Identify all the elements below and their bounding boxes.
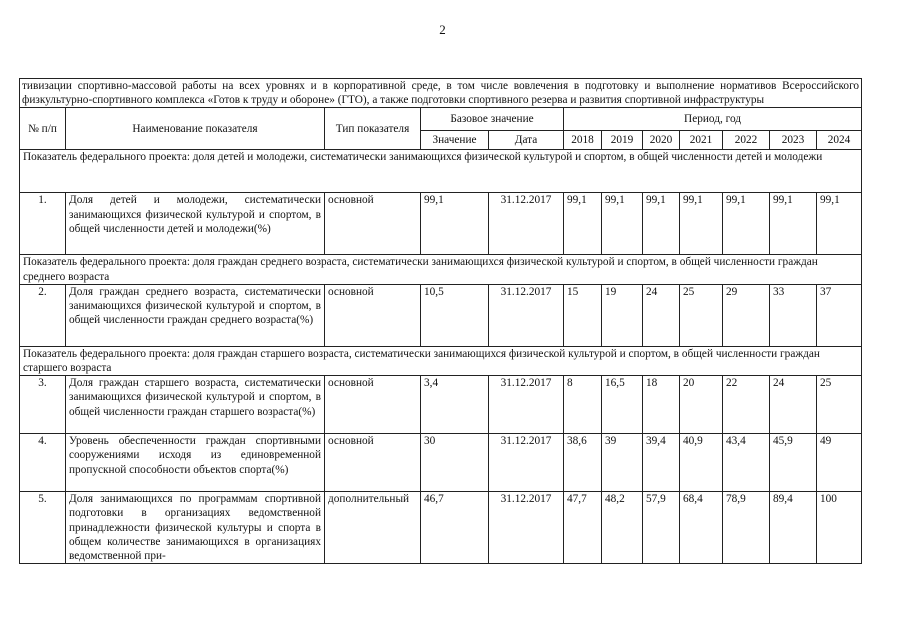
row-base-date: 31.12.2017: [489, 492, 564, 564]
header-year: 2018: [564, 131, 602, 150]
header-year: 2024: [817, 131, 862, 150]
section-title: Показатель федерального проекта: доля детей и молодежи, систематически занимающихся физической культурой и спортом, в общей численности детей и молодежи: [20, 150, 862, 193]
row-type: основной: [325, 434, 421, 492]
row-num: 3.: [20, 376, 66, 434]
section-title-row: [20, 346, 862, 375]
row-year-value: 38,6: [564, 434, 602, 492]
row-type: дополнительный: [325, 492, 421, 564]
table-row: [20, 193, 862, 255]
row-year-value: 99,1: [564, 193, 602, 255]
section-title-row: [20, 150, 862, 193]
row-type: основной: [325, 193, 421, 255]
row-year-value: 57,9: [643, 492, 680, 564]
row-num: 5.: [20, 492, 66, 564]
row-year-value: 15: [564, 284, 602, 346]
row-type: основной: [325, 284, 421, 346]
intro-text: тивизации спортивно-массовой работы на всех уровнях и в корпоративной среде, в том числе вовлечения в подготовку и выполнение нормативов Всероссийского физкультурно-спортивного комплекса «Готов к труду и обороне» (ГТО), а также подготовки спортивного резерва и развития спортивной инфраструктуры: [20, 79, 862, 108]
table-row: [20, 434, 862, 492]
row-year-value: 99,1: [680, 193, 723, 255]
row-base-value: 99,1: [421, 193, 489, 255]
row-year-value: 99,1: [723, 193, 770, 255]
row-num: 1.: [20, 193, 66, 255]
row-year-value: 29: [723, 284, 770, 346]
intro-row: [20, 79, 862, 108]
row-name: Доля детей и молодежи, систематически занимающихся физической культурой и спортом, в общей численности детей и молодежи(%): [66, 193, 325, 255]
row-base-value: 30: [421, 434, 489, 492]
header-num: № п/п: [20, 108, 66, 150]
header-year: 2020: [643, 131, 680, 150]
row-year-value: 100: [817, 492, 862, 564]
row-year-value: 20: [680, 376, 723, 434]
row-num: 2.: [20, 284, 66, 346]
row-year-value: 8: [564, 376, 602, 434]
row-year-value: 33: [770, 284, 817, 346]
row-name: Доля граждан среднего возраста, систематически занимающихся физической культурой и спортом, в общей численности граждан среднего возраста(%): [66, 284, 325, 346]
header-value: Значение: [421, 131, 489, 150]
table-row: [20, 492, 862, 564]
section-title: Показатель федерального проекта: доля граждан старшего возраста, систематически занимающихся физической культурой и спортом, в общей численности граждан старшего возраста: [20, 346, 862, 375]
header-type: Тип показателя: [325, 108, 421, 150]
table-row: [20, 376, 862, 434]
page-number: 2: [439, 22, 446, 37]
row-year-value: 48,2: [602, 492, 643, 564]
row-year-value: 99,1: [602, 193, 643, 255]
header-period: Период, год: [564, 108, 862, 131]
row-year-value: 40,9: [680, 434, 723, 492]
row-year-value: 39: [602, 434, 643, 492]
indicators-table: [19, 78, 862, 564]
row-year-value: 25: [817, 376, 862, 434]
header-year: 2023: [770, 131, 817, 150]
row-year-value: 49: [817, 434, 862, 492]
row-year-value: 78,9: [723, 492, 770, 564]
row-base-date: 31.12.2017: [489, 193, 564, 255]
row-base-value: 10,5: [421, 284, 489, 346]
row-year-value: 22: [723, 376, 770, 434]
row-year-value: 25: [680, 284, 723, 346]
row-base-value: 46,7: [421, 492, 489, 564]
row-name: Доля занимающихся по программам спортивной подготовки в организациях ведомственной принадлежности физической культуры и спорта в общем количестве занимающихся в организациях ведомственной при-: [66, 492, 325, 564]
row-year-value: 19: [602, 284, 643, 346]
section-title: Показатель федерального проекта: доля граждан среднего возраста, систематически занимающихся физической культурой и спортом, в общей численности граждан среднего возраста: [20, 255, 862, 284]
row-type: основной: [325, 376, 421, 434]
row-base-date: 31.12.2017: [489, 284, 564, 346]
row-year-value: 89,4: [770, 492, 817, 564]
row-year-value: 99,1: [770, 193, 817, 255]
row-base-date: 31.12.2017: [489, 376, 564, 434]
header-base: Базовое значение: [421, 108, 564, 131]
row-year-value: 24: [643, 284, 680, 346]
header-year: 2021: [680, 131, 723, 150]
header-year: 2022: [723, 131, 770, 150]
row-year-value: 37: [817, 284, 862, 346]
row-year-value: 43,4: [723, 434, 770, 492]
row-name: Доля граждан старшего возраста, систематически занимающихся физической культурой и спортом, в общей численности граждан старшего возраста(%): [66, 376, 325, 434]
header-date: Дата: [489, 131, 564, 150]
row-name: Уровень обеспеченности граждан спортивными сооружениями исходя из единовременной пропускной способности объектов спорта(%): [66, 434, 325, 492]
header-year: 2019: [602, 131, 643, 150]
row-year-value: 18: [643, 376, 680, 434]
header-name: Наименование показателя: [66, 108, 325, 150]
row-year-value: 39,4: [643, 434, 680, 492]
row-year-value: 68,4: [680, 492, 723, 564]
row-num: 4.: [20, 434, 66, 492]
row-base-date: 31.12.2017: [489, 434, 564, 492]
row-year-value: 24: [770, 376, 817, 434]
row-year-value: 99,1: [643, 193, 680, 255]
row-base-value: 3,4: [421, 376, 489, 434]
row-year-value: 16,5: [602, 376, 643, 434]
table-row: [20, 284, 862, 346]
row-year-value: 47,7: [564, 492, 602, 564]
header-row-1: [20, 108, 862, 131]
section-title-row: [20, 255, 862, 284]
row-year-value: 99,1: [817, 193, 862, 255]
row-year-value: 45,9: [770, 434, 817, 492]
